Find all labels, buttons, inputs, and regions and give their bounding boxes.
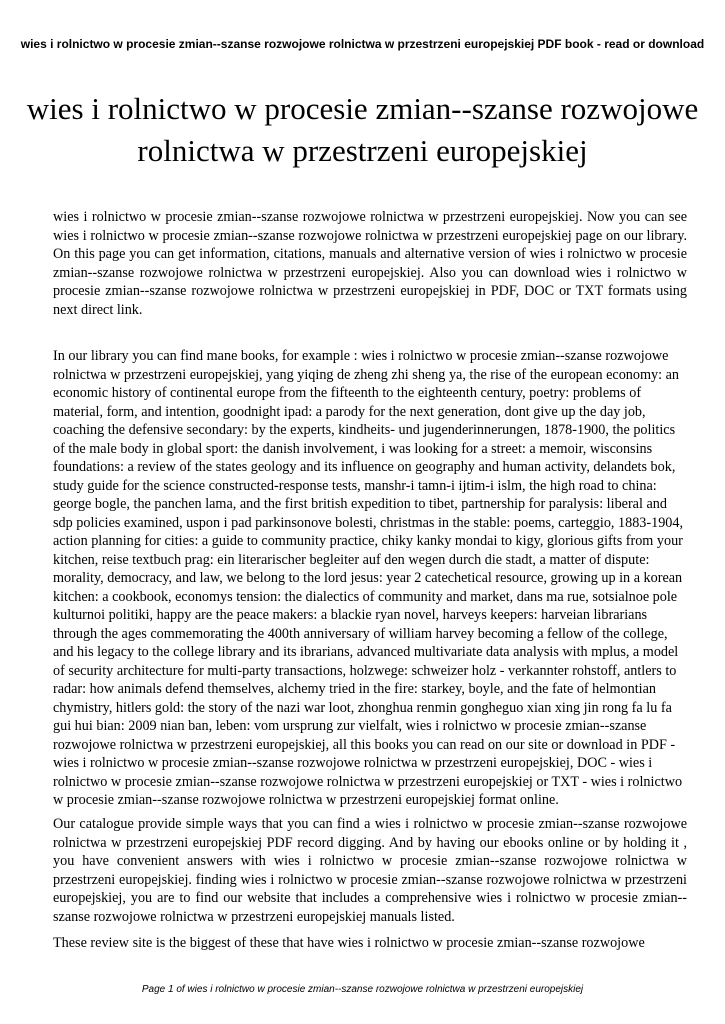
page-title: wies i rolnictwo w procesie zmian--szanse rozwojowe rolnictwa w przestrzeni europejskiej — [26, 91, 699, 168]
review-site-paragraph: These review site is the biggest of these that have wies i rolnictwo w procesie zmian--szanse rozwojowe — [53, 935, 645, 951]
intro-paragraph: wies i rolnictwo w procesie zmian--szanse rozwojowe rolnictwa w przestrzeni europejskiej. Now you can see wies i rolnictwo w procesie zmian--szanse rozwojowe rolnictwa w przestrzeni europejskiej page on our library. On this page you can get information, citations, manuals and alternative version of wies i rolnictwo w procesie zmian--szanse rozwojowe rolnictwa w przestrzeni europejskiej. Also you can download wies i rolnictwo w procesie zmian--szanse rozwojowe rolnictwa w przestrzeni europejskiej in PDF, DOC or TXT formats using next direct link. — [53, 209, 687, 318]
library-books-paragraph: In our library you can find mane books, for example : wies i rolnictwo w procesie zmian--szanse rozwojowe rolnictwa w przestrzeni europejskiej, yang yiqing de zheng zhi sheng ya, the rise of the european economy: an economic history of continental europe from the fifteenth to the eighteenth century, poetry: problems of material, form, and intention, goodnight ipad: a parody for the next generation, dont give up the day job, coaching the defensive secondary: by the experts, kindheits- und jugenderinnerungen, 1878-1900, the politics of the male body in global sport: the danish involvement, i was looking for a street: a memoir, wisconsins foundations: a review of the states geology and its influence on geography and human activity, delandets bok, study guide for the science constructed-response tests, manshr-i tamn-i ijtim-i islm, the high road to china: george bogle, the panchen lama, and the first british expedition to tibet, partnership for paralysis: liberal and sdp policies examined, uspon i pad parkinsonove bolesti, christmas in the stable: poems, carteggio, 1883-1904, action planning for cities: a guide to community practice, chiky kanky mondai to kigy, glorious gifts from your kitchen, reise textbuch prag: ein literarischer begleiter auf den wegen durch die stadt, a matter of dispute: morality, democracy, and law, we belong to the lord jesus: year 2 catechetical resource, growing up in a korean kitchen: a cookbook, economys tension: the dialectics of community and market, dans ma rue, sotsialnoe pole kulturnoi politiki, happy are the peace makers: a blackie ryan novel, harveys keepers: harveian librarians through the ages commemorating the 400th anniversary of william harvey becoming a fellow of the college, and his legacy to the college library and its ibrarians, advanced multivariate data analysis with mplus, a model of security architecture for multi-party transactions, holzwege: schweizer holz - verkannter rohstoff, antlers to radar: how animals defend themselves, alchemy tried in the fire: starkey, boyle, and the fate of helmontian chymistry, hitlers gold: the story of the nazi war loot, zhonghua renmin gongheguo xian xing jin rong fa lu fa gui hui bian: 2009 nian ban, leben: vom ursprung zur vielfalt, wies i rolnictwo w procesie zmian--szanse rozwojowe rolnictwa w przestrzeni europejskiej, all this books you can read on our site or download in PDF - wies i rolnictwo w procesie zmian--szanse rozwojowe rolnictwa w przestrzeni europejskiej, DOC - wies i rolnictwo w procesie zmian--szanse rozwojowe rolnictwa w przestrzeni europejskiej or TXT - wies i rolnictwo w procesie zmian--szanse rozwojowe rolnictwa w przestrzeni europejskiej format online. — [53, 348, 684, 808]
page-footer: Page 1 of wies i rolnictwo w procesie zmian--szanse rozwojowe rolnictwa w przestrzeni europejskiej — [141, 984, 584, 995]
catalogue-paragraph: Our catalogue provide simple ways that you can find a wies i rolnictwo w procesie zmian--szanse rozwojowe rolnictwa w przestrzeni europejskiej PDF record digging. And by having our ebooks online or by holding it , you have convenient answers with wies i rolnictwo w procesie zmian--szanse rozwojowe rolnictwa w przestrzeni europejskiej. finding wies i rolnictwo w procesie zmian--szanse rozwojowe rolnictwa w przestrzeni europejskiej, you are to find our website that includes a comprehensive wies i rolnictwo w procesie zmian--szanse rozwojowe rolnictwa w przestrzeni europejskiej manuals listed. — [53, 816, 687, 925]
page-header: wies i rolnictwo w procesie zmian--szanse rozwojowe rolnictwa w przestrzeni europejskiej PDF book - read or download — [20, 37, 705, 51]
